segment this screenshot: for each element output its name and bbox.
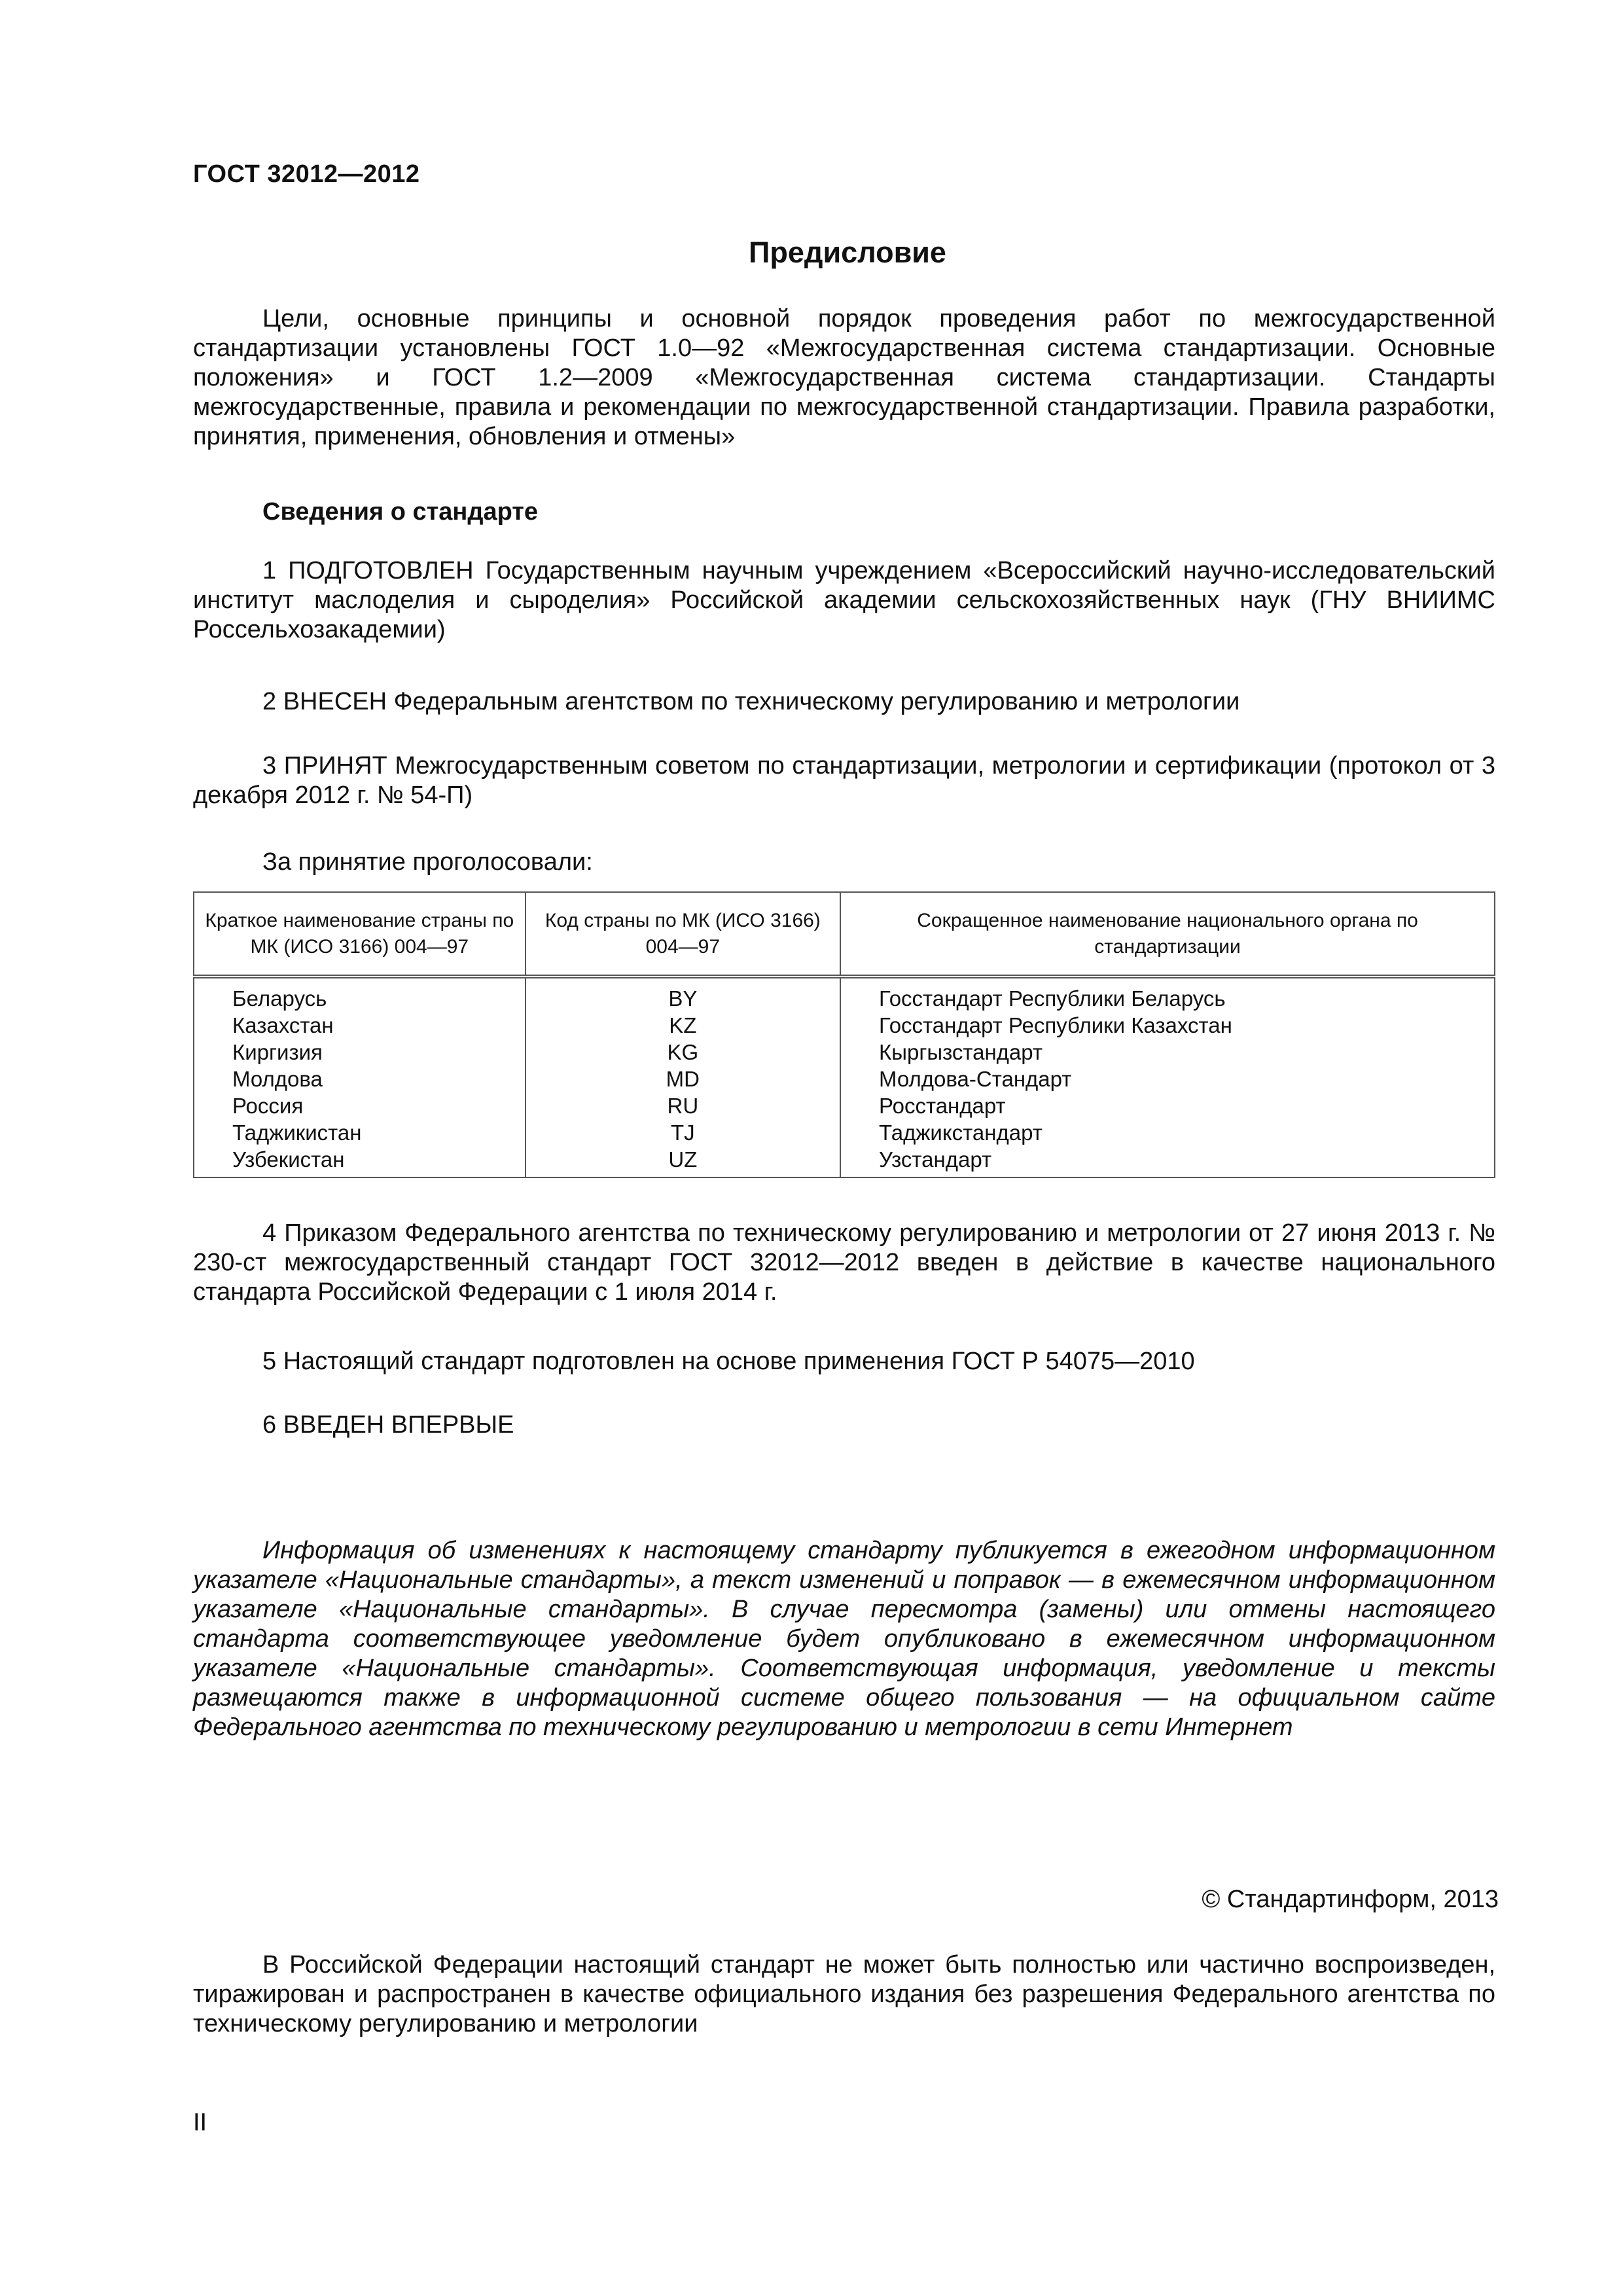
table-row (194, 1039, 1495, 1066)
item-4-order: 4 Приказом Федерального агентства по техническому регулированию и метрологии от 27 июня 2013 г. № 230-ст межгосударственный стандарт ГОСТ 32012—2012 введен в действие в качестве национального стандарта Российской Федерации с 1 июля 2014 г. (193, 1219, 1495, 1306)
org-cell: Росстандарт (840, 1092, 1495, 1119)
org-cell: Госстандарт Республики Казахстан (840, 1012, 1495, 1039)
code-cell: KZ (526, 1012, 840, 1039)
table-row (194, 977, 1495, 1012)
column-header-org: Сокращенное наименование национального органа по стандартизации (840, 892, 1495, 977)
country-cell: Беларусь (194, 977, 526, 1012)
page-title: Предисловие (749, 236, 946, 269)
table-row (194, 1012, 1495, 1039)
code-cell: BY (526, 977, 840, 1012)
voted-label: За принятие проголосовали: (262, 848, 593, 876)
country-cell: Россия (194, 1092, 526, 1119)
document-code: ГОСТ 32012—2012 (193, 160, 420, 188)
org-cell: Госстандарт Республики Беларусь (840, 977, 1495, 1012)
org-cell: Кыргызстандарт (840, 1039, 1495, 1066)
table-row (194, 1146, 1495, 1177)
table-header-row (194, 892, 1495, 977)
reproduction-notice: В Российской Федерации настоящий стандарт не может быть полностью или частично воспроизведен, тиражирован и распространен в качестве официального издания без разрешения Федерального агентства по техническому регулированию и метрологии (193, 1951, 1495, 2037)
country-cell: Киргизия (194, 1039, 526, 1066)
intro-paragraph: Цели, основные принципы и основной порядок проведения работ по межгосударственной стандартизации установлены ГОСТ 1.0—92 «Межгосударственная система стандартизации. Основные положения» и ГОСТ 1.2—2009 «Межгосударственная система стандартизации. Стандарты межгосударственные, правила и рекомендации по межгосударственной стандартизации. Правила разработки, принятия, применения, обновления и отмены» (193, 305, 1495, 450)
code-cell: RU (526, 1092, 840, 1119)
item-2-submitted: 2 ВНЕСЕН Федеральным агентством по техническому регулированию и метрологии (262, 688, 1240, 715)
org-cell: Молдова-Стандарт (840, 1066, 1495, 1092)
table-row (194, 1119, 1495, 1146)
org-cell: Таджикстандарт (840, 1119, 1495, 1146)
item-1-prepared: 1 ПОДГОТОВЛЕН Государственным научным учреждением «Всероссийский научно-исследовательский институт маслоделия и сыроделия» Российской академии сельскохозяйственных наук (ГНУ ВНИИМС Россельхозакадемии) (193, 557, 1495, 643)
column-header-code: Код страны по МК (ИСО 3166) 004—97 (526, 892, 840, 977)
item-5-basis: 5 Настоящий стандарт подготовлен на основе применения ГОСТ Р 54075—2010 (262, 1348, 1195, 1375)
info-heading: Сведения о стандарте (262, 498, 539, 526)
code-cell: UZ (526, 1146, 840, 1177)
item-6-first-introduced: 6 ВВЕДЕН ВПЕРВЫЕ (262, 1411, 514, 1439)
table-row (194, 1066, 1495, 1092)
country-cell: Казахстан (194, 1012, 526, 1039)
code-cell: KG (526, 1039, 840, 1066)
country-cell: Таджикистан (194, 1119, 526, 1146)
column-header-country: Краткое наименование страны по МК (ИСО 3166) 004—97 (194, 892, 526, 977)
member-states-table (193, 891, 1495, 1178)
country-cell: Молдова (194, 1066, 526, 1092)
table-row (194, 1092, 1495, 1119)
item-3-adopted: 3 ПРИНЯТ Межгосударственным советом по стандартизации, метрологии и сертификации (протокол от 3 декабря 2012 г. № 54-П) (193, 752, 1495, 809)
code-cell: TJ (526, 1119, 840, 1146)
code-cell: MD (526, 1066, 840, 1092)
copyright-notice: © Стандартинформ, 2013 (1202, 1886, 1499, 1913)
changes-info-paragraph: Информация об изменениях к настоящему стандарту публикуется в ежегодном информационном указателе «Национальные стандарты», а текст изменений и поправок — в ежемесячном информационном указателе «Национальные стандарты». В случае пересмотра (замены) или отмены настоящего стандарта соответствующее уведомление будет опубликовано в ежемесячном информационном указателе «Национальные стандарты». Соответствующая информация, уведомление и тексты размещаются также в информационной системе общего пользования — на официальном сайте Федерального агентства по техническому регулированию и метрологии в сети Интернет (193, 1537, 1495, 1741)
country-cell: Узбекистан (194, 1146, 526, 1177)
document-page (193, 0, 1499, 2296)
page-number: II (193, 2109, 207, 2136)
org-cell: Узстандарт (840, 1146, 1495, 1177)
